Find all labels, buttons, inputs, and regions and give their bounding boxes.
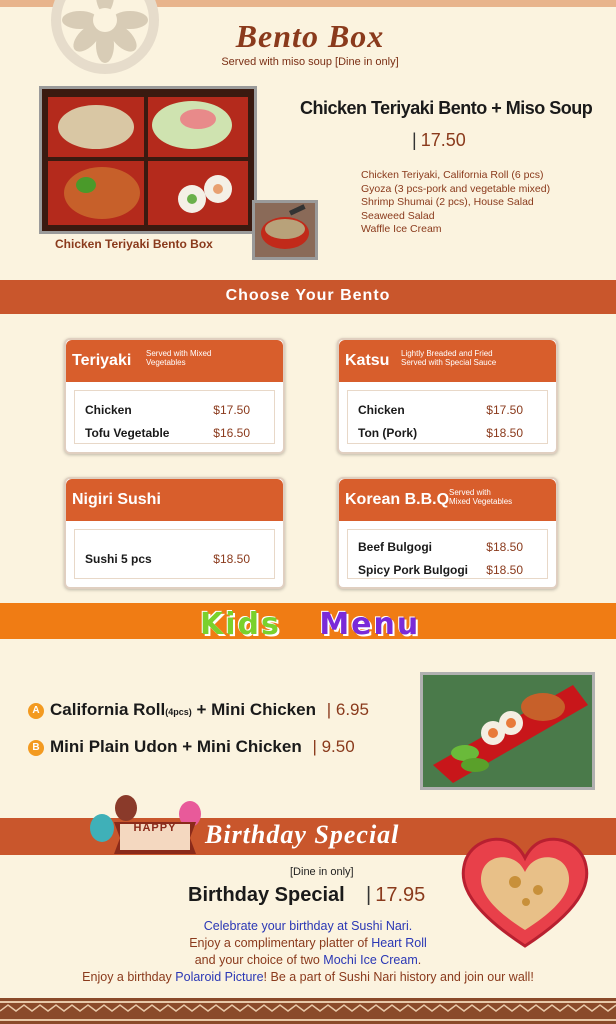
birthday-heading: Birthday Special xyxy=(205,820,400,849)
card-body xyxy=(74,390,275,444)
card-title: Teriyaki xyxy=(72,352,132,369)
birthday-line-3 xyxy=(0,952,616,969)
choose-bento-banner xyxy=(0,280,616,314)
nigiri-sushi-card xyxy=(64,477,285,589)
menu-item-name: Tofu Vegetable xyxy=(85,426,170,440)
birthday-text: ! Be a part of Sushi Nari history and join our wall! xyxy=(263,970,534,984)
card-header xyxy=(339,340,556,382)
featured-item-name: Chicken Teriyaki Bento + Miso Soup xyxy=(300,98,593,118)
teriyaki-card xyxy=(64,338,285,454)
card-title: Katsu xyxy=(345,352,390,369)
dine-in-note: [Dine in only] xyxy=(290,866,354,878)
kids-item-price: | 9.50 xyxy=(312,737,355,756)
featured-items-list xyxy=(361,169,550,237)
card-body xyxy=(347,390,548,444)
bento-box-photo xyxy=(39,86,257,234)
card-header xyxy=(339,479,556,521)
menu-word: Menu xyxy=(319,607,421,642)
birthday-price: | 17.95 xyxy=(366,884,426,906)
birthday-description xyxy=(0,918,616,986)
card-header xyxy=(66,479,283,521)
badge-a-icon: A xyxy=(28,703,44,719)
featured-item-line: Waffle Ice Cream xyxy=(361,223,442,235)
badge-b-icon: B xyxy=(28,740,44,756)
photo-caption: Chicken Teriyaki Bento Box xyxy=(55,237,213,251)
featured-price-value: 17.50 xyxy=(420,130,466,150)
card-note-line: Lightly Breaded and Fried xyxy=(401,349,493,358)
featured-item-line: Chicken Teriyaki, California Roll (6 pcs) xyxy=(361,169,544,181)
birthday-text: Enjoy a complimentary platter of xyxy=(189,936,372,950)
menu-row xyxy=(358,563,537,577)
miso-soup-photo xyxy=(252,200,318,260)
menu-item-price: $18.50 xyxy=(213,552,250,566)
birthday-highlight: Heart Roll xyxy=(371,936,427,950)
card-body xyxy=(347,529,548,579)
menu-row xyxy=(358,540,537,554)
menu-item-price: $17.50 xyxy=(213,403,250,417)
card-note-line: Mixed Vegetables xyxy=(449,497,513,506)
card-note-line: Served with xyxy=(449,488,491,497)
kids-item-price: | 6.95 xyxy=(326,700,369,719)
card-title: Nigiri Sushi xyxy=(72,491,161,508)
card-note-line: Served with Special Sauce xyxy=(401,358,497,367)
menu-item-price: $18.50 xyxy=(486,540,523,554)
birthday-text: Enjoy a birthday xyxy=(82,970,176,984)
card-note-line: Served with Mixed xyxy=(146,349,212,358)
menu-row xyxy=(358,403,537,417)
card-header xyxy=(66,340,283,382)
birthday-highlight: Mochi Ice Cream xyxy=(323,953,418,967)
flower-emblem-icon xyxy=(50,0,160,78)
page-title: Bento Box xyxy=(235,18,385,54)
kids-item-name: Mini Plain Udon + Mini Chicken xyxy=(50,737,302,756)
kids-price-value: 9.50 xyxy=(321,737,355,756)
menu-item-name: Spicy Pork Bulgogi xyxy=(358,563,469,577)
happy-banner-text: HAPPY xyxy=(133,822,177,834)
kids-item-a xyxy=(28,700,369,720)
birthday-text: Celebrate your birthday at Sushi Nari. xyxy=(203,919,413,933)
card-note xyxy=(449,488,512,506)
kids-word: Kids xyxy=(200,607,281,642)
choose-bento-heading: Choose Your Bento xyxy=(225,287,391,304)
card-note xyxy=(401,349,496,367)
menu-item-price: $18.50 xyxy=(486,563,523,577)
birthday-line-4 xyxy=(0,969,616,986)
featured-price: | 17.50 xyxy=(412,130,466,150)
birthday-text: and your choice of two xyxy=(194,953,324,967)
card-note xyxy=(146,349,211,367)
menu-item-name: Sushi 5 pcs xyxy=(85,552,152,566)
menu-row xyxy=(85,552,264,566)
korean-bbq-card xyxy=(337,477,558,589)
kids-price-value: 6.95 xyxy=(335,700,369,719)
menu-row xyxy=(85,403,264,417)
kids-meal-photo xyxy=(420,672,595,790)
featured-item-line: Shrimp Shumai (2 pcs), House Salad xyxy=(361,196,534,208)
kids-item-qty: (4pcs) xyxy=(165,707,192,717)
menu-row xyxy=(85,426,264,440)
kids-menu-heading xyxy=(200,607,420,642)
featured-item-line: Gyoza (3 pcs-pork and vegetable mixed) xyxy=(361,182,551,195)
featured-item-line: Seaweed Salad xyxy=(361,209,435,222)
kids-item-name-suffix: + Mini Chicken xyxy=(191,700,316,719)
card-body xyxy=(74,529,275,579)
birthday-price-value: 17.95 xyxy=(375,884,426,906)
kids-item-name: California Roll xyxy=(50,700,166,719)
birthday-text: . xyxy=(417,953,422,967)
birthday-highlight: Polaroid Picture xyxy=(175,970,264,984)
katsu-card xyxy=(337,338,558,454)
menu-item-price: $16.50 xyxy=(213,426,250,440)
card-note-line: Vegetables xyxy=(146,358,186,367)
page-subtitle: Served with miso soup [Dine in only] xyxy=(221,56,399,68)
menu-item-price: $17.50 xyxy=(486,403,523,417)
kids-item-b xyxy=(28,737,355,757)
bottom-border xyxy=(0,998,616,1024)
menu-item-name: Beef Bulgogi xyxy=(358,540,432,554)
birthday-line-1 xyxy=(0,918,616,935)
birthday-line-2 xyxy=(0,935,616,952)
card-title: Korean B.B.Q xyxy=(345,491,450,508)
menu-item-name: Chicken xyxy=(85,403,132,417)
menu-item-name: Chicken xyxy=(358,403,405,417)
birthday-special-name: Birthday Special xyxy=(188,884,345,906)
menu-item-name: Ton (Pork) xyxy=(358,426,418,440)
menu-item-price: $18.50 xyxy=(486,426,523,440)
kids-menu-banner xyxy=(0,603,616,642)
menu-row xyxy=(358,426,537,440)
